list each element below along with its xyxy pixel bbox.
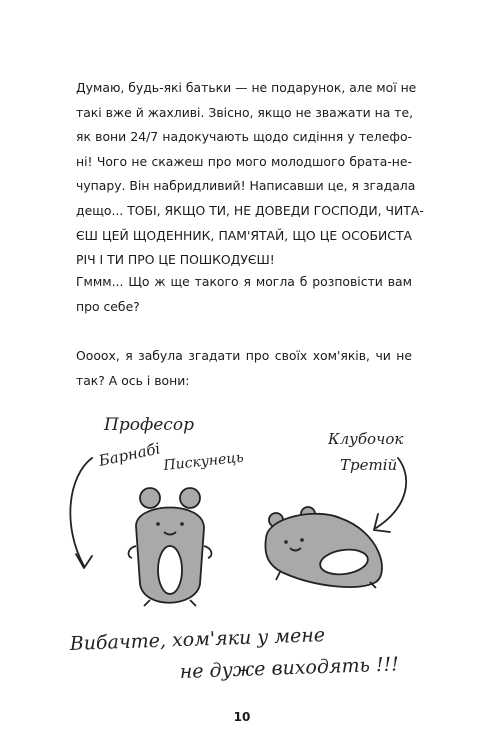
arrow-left-icon [70,458,92,566]
hamster-left-name-line1: Професор [104,415,194,435]
text-line: чупару. Він набридливий! Написавши це, я згадала [76,178,416,194]
paragraph-2 [76,270,412,319]
text-line: Гммм... Що ж ще такого я могла б розповісти вам [76,274,412,289]
apology-line1: Вибачте, хом'яки у мене [69,624,326,655]
hamster-right-name-line2: Третій [340,456,398,474]
paragraph-1 [76,76,424,273]
page-number: 10 [233,710,251,724]
text-line: такі вже й жахливі. Звісно, якщо не зважати на те, [76,104,414,120]
hamster-right-icon [265,507,382,588]
text-line: про себе? [76,298,140,314]
text-line: так? А ось і вони: [76,372,190,388]
text-line: Оооох, я забула згадати про своїх хом'яків, чи не [76,348,412,363]
hamster-right-name-line1: Клубочок [328,430,404,448]
hamster-left-name-line2b: Пискунець [162,449,245,474]
text-line: РІЧ І ТИ ПРО ЦЕ ПОШКОДУЄШ! [76,252,275,268]
hamsters-illustration [40,396,460,696]
text-line: дещо... ТОБІ, ЯКЩО ТИ, НЕ ДОВЕДИ ГОСПОДИ, ЧИТА- [76,202,424,218]
text-line: Думаю, будь-які батьки — не подарунок, але мої не [76,80,417,95]
text-line: як вони 24/7 надокучають щодо сидіння у телефо- [76,129,412,145]
paragraph-3 [76,344,412,393]
text-line: ні! Чого не скажеш про мого молодшого брата-не- [76,153,412,169]
hamster-left-icon [129,488,212,606]
hamster-left-name-line2a: Барнабі [97,439,162,470]
apology-line2: не дуже виходять !!! [179,653,400,683]
text-line: ЄШ ЦЕЙ ЩОДЕННИК, ПАМ'ЯТАЙ, ЩО ЦЕ ОСОБИСТА [76,227,412,243]
